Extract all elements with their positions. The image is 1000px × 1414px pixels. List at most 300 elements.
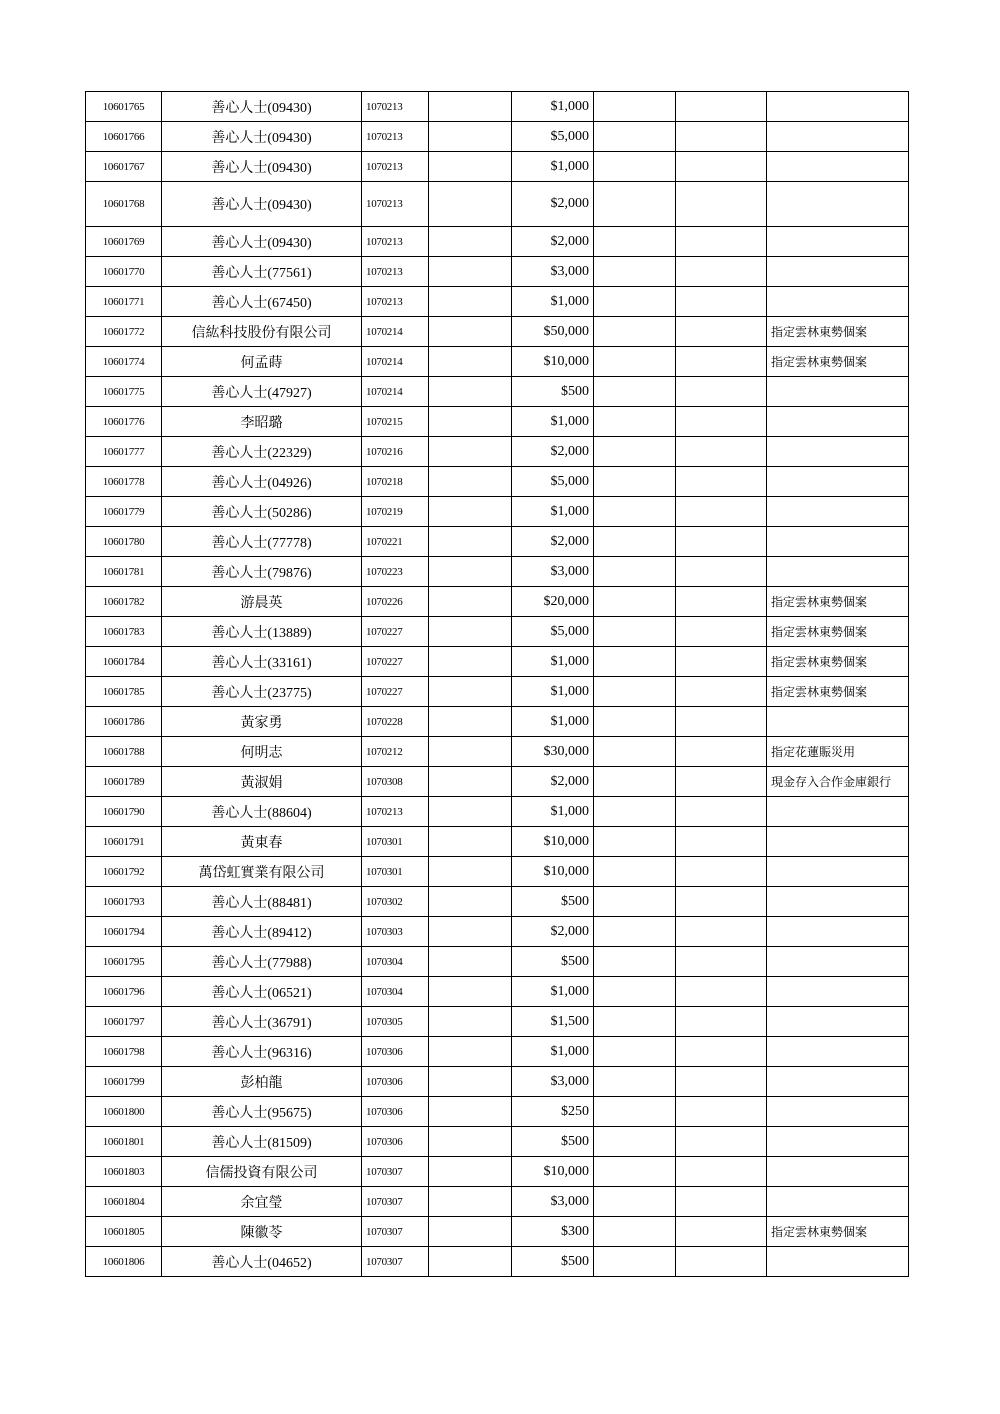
note-cell — [767, 1187, 909, 1217]
donation-date-cell: 1070305 — [362, 1007, 429, 1037]
table-row — [86, 767, 909, 797]
empty-cell — [594, 407, 676, 437]
receipt-number-cell: 10601795 — [86, 947, 162, 977]
empty-cell — [429, 347, 512, 377]
empty-cell — [676, 797, 767, 827]
amount-cell: $1,000 — [512, 92, 594, 122]
amount-cell: $500 — [512, 1127, 594, 1157]
note-cell — [767, 122, 909, 152]
empty-cell — [676, 347, 767, 377]
empty-cell — [594, 827, 676, 857]
donor-name-cell: 善心人士(67450) — [162, 287, 362, 317]
table-row — [86, 1187, 909, 1217]
empty-cell — [676, 1037, 767, 1067]
amount-cell: $10,000 — [512, 1157, 594, 1187]
note-cell — [767, 287, 909, 317]
empty-cell — [429, 917, 512, 947]
note-cell — [767, 827, 909, 857]
table-row — [86, 122, 909, 152]
empty-cell — [676, 1157, 767, 1187]
receipt-number-cell: 10601766 — [86, 122, 162, 152]
amount-cell: $2,000 — [512, 917, 594, 947]
table-row — [86, 467, 909, 497]
empty-cell — [429, 1187, 512, 1217]
empty-cell — [429, 1007, 512, 1037]
empty-cell — [594, 1247, 676, 1277]
empty-cell — [594, 647, 676, 677]
table-row — [86, 1097, 909, 1127]
empty-cell — [429, 527, 512, 557]
table-row — [86, 317, 909, 347]
amount-cell: $3,000 — [512, 1067, 594, 1097]
donation-date-cell: 1070226 — [362, 587, 429, 617]
empty-cell — [594, 527, 676, 557]
table-row — [86, 647, 909, 677]
table-row — [86, 617, 909, 647]
donation-date-cell: 1070214 — [362, 377, 429, 407]
empty-cell — [676, 917, 767, 947]
amount-cell: $1,000 — [512, 497, 594, 527]
table-row — [86, 947, 909, 977]
empty-cell — [429, 587, 512, 617]
donor-name-cell: 余宜瑩 — [162, 1187, 362, 1217]
empty-cell — [676, 737, 767, 767]
note-cell: 指定雲林東勢個案 — [767, 347, 909, 377]
amount-cell: $1,000 — [512, 152, 594, 182]
donation-ledger-table — [85, 91, 909, 1277]
receipt-number-cell: 10601788 — [86, 737, 162, 767]
receipt-number-cell: 10601774 — [86, 347, 162, 377]
empty-cell — [429, 707, 512, 737]
table-row — [86, 1127, 909, 1157]
donation-date-cell: 1070212 — [362, 737, 429, 767]
donation-date-cell: 1070307 — [362, 1217, 429, 1247]
empty-cell — [429, 827, 512, 857]
receipt-number-cell: 10601793 — [86, 887, 162, 917]
amount-cell: $2,000 — [512, 527, 594, 557]
amount-cell: $2,000 — [512, 227, 594, 257]
receipt-number-cell: 10601775 — [86, 377, 162, 407]
receipt-number-cell: 10601778 — [86, 467, 162, 497]
table-row — [86, 287, 909, 317]
donor-name-cell: 游晨英 — [162, 587, 362, 617]
empty-cell — [676, 677, 767, 707]
empty-cell — [594, 1127, 676, 1157]
donor-name-cell: 萬岱虹實業有限公司 — [162, 857, 362, 887]
receipt-number-cell: 10601767 — [86, 152, 162, 182]
donor-name-cell: 善心人士(22329) — [162, 437, 362, 467]
donation-date-cell: 1070301 — [362, 827, 429, 857]
empty-cell — [429, 1127, 512, 1157]
empty-cell — [594, 467, 676, 497]
note-cell — [767, 497, 909, 527]
empty-cell — [594, 797, 676, 827]
donation-date-cell: 1070215 — [362, 407, 429, 437]
table-row — [86, 977, 909, 1007]
donor-name-cell: 善心人士(77778) — [162, 527, 362, 557]
note-cell — [767, 437, 909, 467]
receipt-number-cell: 10601770 — [86, 257, 162, 287]
donor-name-cell: 善心人士(09430) — [162, 122, 362, 152]
empty-cell — [594, 737, 676, 767]
empty-cell — [594, 152, 676, 182]
empty-cell — [594, 182, 676, 227]
empty-cell — [594, 437, 676, 467]
table-row — [86, 257, 909, 287]
receipt-number-cell: 10601785 — [86, 677, 162, 707]
note-cell — [767, 707, 909, 737]
table-row — [86, 92, 909, 122]
note-cell — [767, 947, 909, 977]
empty-cell — [429, 1217, 512, 1247]
note-cell — [767, 1247, 909, 1277]
note-cell — [767, 467, 909, 497]
empty-cell — [676, 827, 767, 857]
empty-cell — [429, 437, 512, 467]
note-cell — [767, 152, 909, 182]
empty-cell — [594, 257, 676, 287]
empty-cell — [676, 527, 767, 557]
donation-date-cell: 1070308 — [362, 767, 429, 797]
empty-cell — [594, 287, 676, 317]
table-row — [86, 857, 909, 887]
empty-cell — [676, 1067, 767, 1097]
empty-cell — [429, 497, 512, 527]
table-row — [86, 497, 909, 527]
donation-date-cell: 1070306 — [362, 1067, 429, 1097]
amount-cell: $1,000 — [512, 677, 594, 707]
note-cell: 指定雲林東勢個案 — [767, 647, 909, 677]
donation-date-cell: 1070306 — [362, 1037, 429, 1067]
empty-cell — [676, 497, 767, 527]
donor-name-cell: 黃淑娟 — [162, 767, 362, 797]
donation-date-cell: 1070219 — [362, 497, 429, 527]
receipt-number-cell: 10601797 — [86, 1007, 162, 1037]
donation-date-cell: 1070304 — [362, 947, 429, 977]
table-row — [86, 377, 909, 407]
donation-date-cell: 1070302 — [362, 887, 429, 917]
receipt-number-cell: 10601800 — [86, 1097, 162, 1127]
table-row — [86, 1067, 909, 1097]
empty-cell — [676, 767, 767, 797]
empty-cell — [676, 227, 767, 257]
table-row — [86, 527, 909, 557]
empty-cell — [676, 437, 767, 467]
receipt-number-cell: 10601784 — [86, 647, 162, 677]
empty-cell — [594, 677, 676, 707]
empty-cell — [594, 857, 676, 887]
empty-cell — [594, 377, 676, 407]
donation-date-cell: 1070304 — [362, 977, 429, 1007]
empty-cell — [594, 1007, 676, 1037]
donation-date-cell: 1070227 — [362, 677, 429, 707]
note-cell: 指定雲林東勢個案 — [767, 677, 909, 707]
empty-cell — [594, 1187, 676, 1217]
donor-name-cell: 善心人士(23775) — [162, 677, 362, 707]
donation-date-cell: 1070227 — [362, 647, 429, 677]
amount-cell: $10,000 — [512, 857, 594, 887]
amount-cell: $5,000 — [512, 617, 594, 647]
empty-cell — [429, 737, 512, 767]
donor-name-cell: 善心人士(95675) — [162, 1097, 362, 1127]
empty-cell — [676, 377, 767, 407]
empty-cell — [676, 587, 767, 617]
empty-cell — [594, 977, 676, 1007]
amount-cell: $1,000 — [512, 977, 594, 1007]
empty-cell — [676, 467, 767, 497]
empty-cell — [429, 122, 512, 152]
amount-cell: $500 — [512, 1247, 594, 1277]
amount-cell: $5,000 — [512, 122, 594, 152]
amount-cell: $2,000 — [512, 182, 594, 227]
donor-name-cell: 黃東春 — [162, 827, 362, 857]
empty-cell — [429, 857, 512, 887]
donor-name-cell: 信儒投資有限公司 — [162, 1157, 362, 1187]
empty-cell — [676, 617, 767, 647]
table-row — [86, 707, 909, 737]
donor-name-cell: 善心人士(89412) — [162, 917, 362, 947]
table-row — [86, 227, 909, 257]
empty-cell — [429, 767, 512, 797]
empty-cell — [676, 1007, 767, 1037]
empty-cell — [429, 1097, 512, 1127]
table-row — [86, 887, 909, 917]
note-cell — [767, 407, 909, 437]
receipt-number-cell: 10601765 — [86, 92, 162, 122]
empty-cell — [676, 92, 767, 122]
amount-cell: $1,000 — [512, 707, 594, 737]
donor-name-cell: 陳徽苓 — [162, 1217, 362, 1247]
table-row — [86, 1037, 909, 1067]
table-row — [86, 437, 909, 467]
empty-cell — [429, 797, 512, 827]
note-cell: 現金存入合作金庫銀行 — [767, 767, 909, 797]
ledger-body — [86, 92, 909, 1277]
donation-date-cell: 1070213 — [362, 257, 429, 287]
note-cell — [767, 977, 909, 1007]
donor-name-cell: 善心人士(36791) — [162, 1007, 362, 1037]
amount-cell: $1,000 — [512, 797, 594, 827]
empty-cell — [676, 1127, 767, 1157]
empty-cell — [429, 287, 512, 317]
donation-date-cell: 1070213 — [362, 287, 429, 317]
amount-cell: $50,000 — [512, 317, 594, 347]
empty-cell — [429, 227, 512, 257]
donation-date-cell: 1070213 — [362, 152, 429, 182]
note-cell — [767, 917, 909, 947]
note-cell — [767, 1157, 909, 1187]
amount-cell: $2,000 — [512, 767, 594, 797]
empty-cell — [429, 257, 512, 287]
donation-date-cell: 1070307 — [362, 1247, 429, 1277]
donor-name-cell: 善心人士(13889) — [162, 617, 362, 647]
note-cell — [767, 1067, 909, 1097]
donor-name-cell: 善心人士(88604) — [162, 797, 362, 827]
donation-date-cell: 1070213 — [362, 797, 429, 827]
empty-cell — [429, 947, 512, 977]
note-cell: 指定雲林東勢個案 — [767, 317, 909, 347]
empty-cell — [676, 182, 767, 227]
empty-cell — [676, 857, 767, 887]
donor-name-cell: 善心人士(47927) — [162, 377, 362, 407]
note-cell: 指定花蓮賑災用 — [767, 737, 909, 767]
receipt-number-cell: 10601782 — [86, 587, 162, 617]
donor-name-cell: 善心人士(77561) — [162, 257, 362, 287]
note-cell — [767, 182, 909, 227]
amount-cell: $2,000 — [512, 437, 594, 467]
empty-cell — [594, 347, 676, 377]
note-cell: 指定雲林東勢個案 — [767, 1217, 909, 1247]
empty-cell — [676, 977, 767, 1007]
empty-cell — [594, 917, 676, 947]
donor-name-cell: 善心人士(06521) — [162, 977, 362, 1007]
donation-date-cell: 1070223 — [362, 557, 429, 587]
empty-cell — [676, 557, 767, 587]
empty-cell — [429, 1037, 512, 1067]
donation-date-cell: 1070216 — [362, 437, 429, 467]
receipt-number-cell: 10601779 — [86, 497, 162, 527]
note-cell — [767, 1127, 909, 1157]
note-cell: 指定雲林東勢個案 — [767, 617, 909, 647]
donor-name-cell: 善心人士(09430) — [162, 227, 362, 257]
donor-name-cell: 何明志 — [162, 737, 362, 767]
receipt-number-cell: 10601790 — [86, 797, 162, 827]
donor-name-cell: 善心人士(79876) — [162, 557, 362, 587]
empty-cell — [676, 407, 767, 437]
empty-cell — [676, 122, 767, 152]
empty-cell — [429, 887, 512, 917]
empty-cell — [676, 707, 767, 737]
table-row — [86, 557, 909, 587]
note-cell — [767, 887, 909, 917]
empty-cell — [594, 497, 676, 527]
amount-cell: $500 — [512, 887, 594, 917]
donation-date-cell: 1070227 — [362, 617, 429, 647]
amount-cell: $3,000 — [512, 257, 594, 287]
donation-date-cell: 1070213 — [362, 182, 429, 227]
note-cell — [767, 557, 909, 587]
receipt-number-cell: 10601792 — [86, 857, 162, 887]
receipt-number-cell: 10601801 — [86, 1127, 162, 1157]
empty-cell — [429, 182, 512, 227]
empty-cell — [594, 1217, 676, 1247]
amount-cell: $500 — [512, 947, 594, 977]
empty-cell — [429, 977, 512, 1007]
empty-cell — [676, 647, 767, 677]
receipt-number-cell: 10601786 — [86, 707, 162, 737]
receipt-number-cell: 10601799 — [86, 1067, 162, 1097]
receipt-number-cell: 10601783 — [86, 617, 162, 647]
empty-cell — [429, 407, 512, 437]
donor-name-cell: 善心人士(88481) — [162, 887, 362, 917]
receipt-number-cell: 10601777 — [86, 437, 162, 467]
empty-cell — [594, 947, 676, 977]
note-cell — [767, 857, 909, 887]
note-cell: 指定雲林東勢個案 — [767, 587, 909, 617]
donor-name-cell: 信紘科技股份有限公司 — [162, 317, 362, 347]
table-row — [86, 677, 909, 707]
empty-cell — [594, 587, 676, 617]
donor-name-cell: 李昭璐 — [162, 407, 362, 437]
empty-cell — [429, 152, 512, 182]
donor-name-cell: 善心人士(96316) — [162, 1037, 362, 1067]
amount-cell: $1,000 — [512, 407, 594, 437]
donation-date-cell: 1070307 — [362, 1157, 429, 1187]
empty-cell — [676, 1217, 767, 1247]
donation-date-cell: 1070307 — [362, 1187, 429, 1217]
empty-cell — [429, 92, 512, 122]
table-row — [86, 407, 909, 437]
receipt-number-cell: 10601791 — [86, 827, 162, 857]
amount-cell: $3,000 — [512, 1187, 594, 1217]
amount-cell: $5,000 — [512, 467, 594, 497]
empty-cell — [594, 617, 676, 647]
donation-date-cell: 1070213 — [362, 122, 429, 152]
table-row — [86, 587, 909, 617]
donor-name-cell: 善心人士(09430) — [162, 182, 362, 227]
empty-cell — [594, 557, 676, 587]
donation-date-cell: 1070301 — [362, 857, 429, 887]
empty-cell — [429, 1157, 512, 1187]
empty-cell — [429, 557, 512, 587]
donation-date-cell: 1070213 — [362, 227, 429, 257]
donor-name-cell: 善心人士(81509) — [162, 1127, 362, 1157]
amount-cell: $1,000 — [512, 287, 594, 317]
empty-cell — [594, 122, 676, 152]
donor-name-cell: 何孟蒔 — [162, 347, 362, 377]
empty-cell — [594, 1067, 676, 1097]
receipt-number-cell: 10601798 — [86, 1037, 162, 1067]
table-row — [86, 1007, 909, 1037]
empty-cell — [676, 1097, 767, 1127]
receipt-number-cell: 10601781 — [86, 557, 162, 587]
empty-cell — [429, 617, 512, 647]
receipt-number-cell: 10601796 — [86, 977, 162, 1007]
donor-name-cell: 善心人士(09430) — [162, 152, 362, 182]
empty-cell — [676, 947, 767, 977]
donor-name-cell: 善心人士(33161) — [162, 647, 362, 677]
donation-date-cell: 1070306 — [362, 1097, 429, 1127]
donation-date-cell: 1070218 — [362, 467, 429, 497]
note-cell — [767, 227, 909, 257]
donation-date-cell: 1070228 — [362, 707, 429, 737]
donor-name-cell: 彭柏龍 — [162, 1067, 362, 1097]
table-row — [86, 182, 909, 227]
donor-name-cell: 善心人士(77988) — [162, 947, 362, 977]
receipt-number-cell: 10601806 — [86, 1247, 162, 1277]
receipt-number-cell: 10601771 — [86, 287, 162, 317]
amount-cell: $20,000 — [512, 587, 594, 617]
table-row — [86, 152, 909, 182]
empty-cell — [429, 1067, 512, 1097]
amount-cell: $3,000 — [512, 557, 594, 587]
note-cell — [767, 1097, 909, 1127]
donor-name-cell: 黃家勇 — [162, 707, 362, 737]
empty-cell — [594, 92, 676, 122]
empty-cell — [676, 257, 767, 287]
amount-cell: $1,000 — [512, 647, 594, 677]
note-cell — [767, 527, 909, 557]
empty-cell — [429, 377, 512, 407]
receipt-number-cell: 10601804 — [86, 1187, 162, 1217]
donor-name-cell: 善心人士(04652) — [162, 1247, 362, 1277]
donation-date-cell: 1070214 — [362, 347, 429, 377]
receipt-number-cell: 10601789 — [86, 767, 162, 797]
empty-cell — [594, 1037, 676, 1067]
donor-name-cell: 善心人士(09430) — [162, 92, 362, 122]
note-cell — [767, 1037, 909, 1067]
empty-cell — [676, 1247, 767, 1277]
